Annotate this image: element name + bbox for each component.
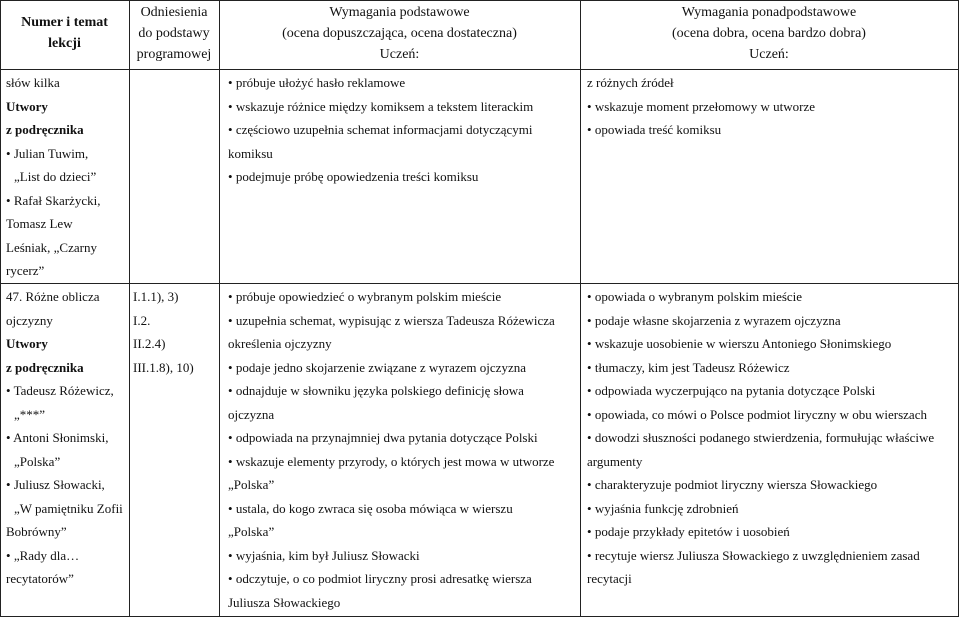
table-border	[580, 0, 581, 617]
table-border	[219, 0, 220, 617]
row2-lesson: 47. Różne oblicza ojczyzny Utwory z podręcznika • Tadeusz Różewicz, „***” • Antoni Słonimski, „Polska” • Juliusz Słowacki, „W pamiętniku Zofii Bobrówny” • „Rady dla… recytatorów”	[6, 285, 128, 591]
row2-reference: I.1.1), 3) I.2. II.2.4) III.1.8), 10)	[133, 289, 194, 375]
row1-advanced: z różnych źródeł • wskazuje moment przełomowy w utworze • opowiada treść komiksu	[587, 71, 955, 142]
row2-basic: • próbuje opowiedzieć o wybranym polskim mieście • uzupełnia schemat, wypisując z wiersza Tadeusza Różewicza określenia ojczyzny • podaje jedno skojarzenie związane z wyrazem ojczyzna • odnajduje w słowniku języka polskiego definicję słowa ojczyzna • odpowiada na przynajmniej dwa pytania dotyczące Polski • wskazuje elementy przyrody, o których jest mowa w utworze „Polska” • ustala, do kogo zwraca się osoba mówiąca w wierszu „Polska” • wyjaśnia, kim był Juliusz Słowacki • odczytuje, o co podmiot liryczny prosi adresatkę wiersza Juliusza Słowackiego	[228, 285, 578, 614]
table-border	[0, 283, 959, 284]
header-advanced-requirements: Wymagania ponadpodstawowe (ocena dobra, ocena bardzo dobra) Uczeń:	[672, 5, 866, 62]
table-border	[0, 0, 1, 617]
table-border	[0, 0, 959, 1]
row1-lesson: słów kilka Utwory z podręcznika • Julian Tuwim, „List do dzieci” • Rafał Skarżycki, Tomasz Lew Leśniak, „Czarny rycerz”	[6, 71, 128, 283]
header-lesson: Numer i temat lekcji	[21, 15, 108, 51]
row2-advanced: • opowiada o wybranym polskim mieście • podaje własne skojarzenia z wyrazem ojczyzna • wskazuje uosobienie w wierszu Antoniego Słonimskiego • tłumaczy, kim jest Tadeusz Różewicz • odpowiada wyczerpująco na pytania dotyczące Polski • opowiada, co mówi o Polsce podmiot liryczny w obu wierszach • dowodzi słuszności podanego stwierdzenia, formułując właściwe argumenty • charakteryzuje podmiot liryczny wiersza Słowackiego • wyjaśnia funkcję zdrobnień • podaje przykłady epitetów i uosobień • recytuje wiersz Juliusza Słowackiego z uwzględnieniem zasad recytacji	[587, 285, 955, 591]
row1-basic: • próbuje ułożyć hasło reklamowe • wskazuje różnice między komiksem a tekstem literackim • częściowo uzupełnia schemat informacjami dotyczącymi komiksu • podejmuje próbę opowiedzenia treści komiksu	[228, 71, 578, 189]
header-basic-requirements: Wymagania podstawowe (ocena dopuszczająca, ocena dostateczna) Uczeń:	[282, 5, 517, 62]
table-border	[0, 69, 959, 70]
header-reference: Odniesienia do podstawy programowej	[136, 5, 212, 62]
table-border	[129, 0, 130, 617]
